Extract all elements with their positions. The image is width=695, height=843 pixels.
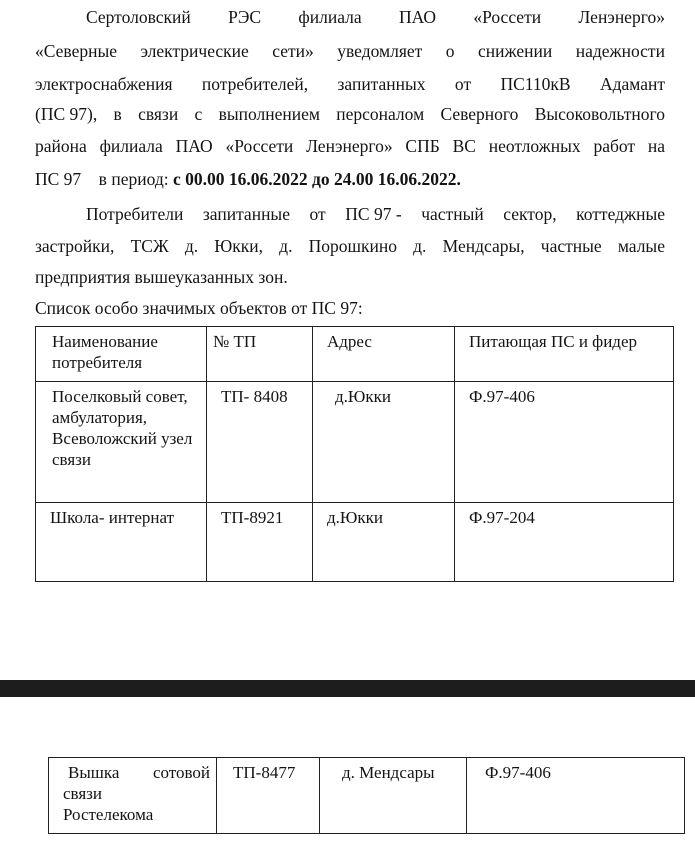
word: Потребители <box>86 204 184 224</box>
p1-line2 <box>35 40 665 62</box>
p1-line6 <box>35 168 461 190</box>
word: «Россети <box>473 7 542 27</box>
list-heading: Список особо значимых объектов от ПС 97: <box>35 298 363 318</box>
page-break-bar <box>0 680 695 697</box>
cell-address: д. Мендсары <box>320 758 467 834</box>
word: сектор, <box>503 204 557 224</box>
header-address: Адрес <box>313 327 455 382</box>
header-tp: № ТП <box>207 327 313 382</box>
word: ПС 97 - <box>345 204 402 224</box>
word: ПАО <box>175 136 213 156</box>
word: филиала <box>99 136 163 156</box>
period-prefix: ПС 97 в период: <box>35 169 173 189</box>
word: снижении <box>478 41 553 61</box>
header-name: Наименование потребителя <box>36 327 207 382</box>
word: Высоковольтного <box>534 104 665 124</box>
table-row <box>49 758 685 834</box>
word: неотложных <box>488 136 581 156</box>
word: д. <box>279 236 293 256</box>
word: электрические <box>140 41 249 61</box>
word: от <box>309 204 326 224</box>
word: частный <box>421 204 484 224</box>
word: Ленэнерго» <box>306 136 393 156</box>
objects-table-continued <box>48 757 685 834</box>
word: Сертоловский <box>86 7 191 27</box>
word: д. <box>184 236 199 256</box>
word: запитанных <box>337 74 426 94</box>
cell-feeder: Ф.97-204 <box>455 503 674 582</box>
cell-feeder: Ф.97-406 <box>467 758 685 834</box>
word: Адамант <box>599 74 665 94</box>
word: СПБ <box>405 136 440 156</box>
p1-line4 <box>35 103 665 125</box>
word: ВС <box>452 136 476 156</box>
word: РЭС <box>228 7 262 27</box>
word: района <box>35 136 87 156</box>
word: связи <box>138 104 179 124</box>
word: персоналом <box>336 104 425 124</box>
word: Северного <box>440 104 519 124</box>
p2-line2 <box>35 235 665 257</box>
cell-name: Поселковый совет, амбулатория, Всеволожский узел связи <box>36 382 207 503</box>
table-row <box>36 382 674 503</box>
objects-table <box>35 326 674 582</box>
p2-line1 <box>86 203 665 225</box>
cell-address: д.Юкки <box>313 382 455 503</box>
word: Мендсары, <box>442 236 525 256</box>
cell-name <box>49 758 217 834</box>
cell-feeder: Ф.97-406 <box>455 382 674 503</box>
word: ТСЖ <box>130 236 169 256</box>
p1-line1 <box>86 6 665 28</box>
word: о <box>445 41 455 61</box>
table-header-row <box>36 327 674 382</box>
p2-line3: предприятия вышеуказанных зон. <box>35 267 288 287</box>
word: с <box>194 104 203 124</box>
word: запитанные <box>202 204 290 224</box>
header-feeder: Питающая ПС и фидер <box>455 327 674 382</box>
word: в <box>113 104 122 124</box>
cell-name-rest: связи Ростелекома <box>63 784 154 824</box>
cell-name: Школа- интернат <box>36 503 207 582</box>
cell-tp: ТП-8921 <box>207 503 313 582</box>
word: работ <box>593 136 636 156</box>
cell-address: д.Юкки <box>313 503 455 582</box>
word: застройки, <box>35 236 115 256</box>
word: выполнением <box>218 104 320 124</box>
word: электроснабжения <box>35 74 173 94</box>
word: уведомляет <box>337 41 423 61</box>
word: ПС110кВ <box>500 74 571 94</box>
word: Юкки, <box>214 236 263 256</box>
word: малые <box>617 236 665 256</box>
word: потребителей, <box>201 74 309 94</box>
word: Вышка <box>68 763 120 782</box>
word: частные <box>540 236 602 256</box>
word: ПАО <box>398 7 436 27</box>
p1-line5 <box>35 135 665 157</box>
word: надежности <box>575 41 665 61</box>
word: сети» <box>272 41 314 61</box>
word: филиала <box>298 7 362 27</box>
word: Ленэнерго» <box>578 7 665 27</box>
table-row <box>36 503 674 582</box>
word: Порошкино <box>308 236 397 256</box>
word: д. <box>413 236 427 256</box>
word: коттеджные <box>576 204 665 224</box>
word: «Россети <box>225 136 294 156</box>
word: сотовой <box>152 763 210 782</box>
p1-line3 <box>35 73 665 95</box>
word: на <box>647 136 665 156</box>
word: «Северные <box>35 41 117 61</box>
period-dates: с 00.00 16.06.2022 до 24.00 16.06.2022. <box>172 169 461 189</box>
word: от <box>454 74 472 94</box>
word: (ПС 97), <box>35 104 98 124</box>
cell-name-line1 <box>63 762 210 783</box>
cell-tp: ТП-8477 <box>217 758 320 834</box>
cell-tp: ТП- 8408 <box>207 382 313 503</box>
